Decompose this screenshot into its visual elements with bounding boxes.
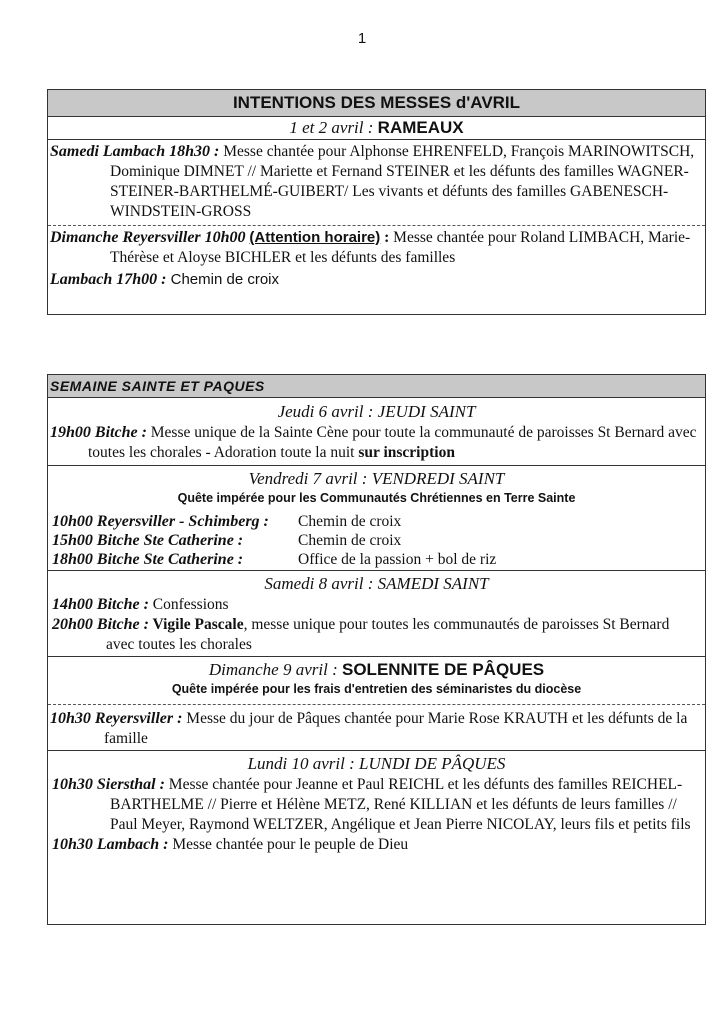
vendredi-row-3: [48, 550, 705, 571]
entry-text-bold: sur inscription: [358, 444, 455, 461]
entry-text: Chemin de croix: [166, 271, 279, 288]
entry-text: Messe chantée pour Roland LIMBACH, Marie-Thérèse et Aloyse BICHLER et les défunts des familles: [110, 229, 691, 266]
row-text: Chemin de croix: [298, 513, 402, 530]
entry-time: Samedi Lambach 18h30 :: [50, 143, 220, 160]
lundi-label: Lundi 10 avril :: [247, 754, 355, 773]
page-number: 1: [357, 30, 367, 47]
intentions-title: INTENTIONS DES MESSES d'AVRIL: [48, 90, 705, 117]
attention-horaire-note: (Attention horaire): [249, 229, 381, 246]
row-time: 10h00 Reyersviller - Schimberg :: [52, 513, 269, 530]
entry-text: Confessions: [148, 596, 229, 613]
samedi-label: Samedi 8 avril :: [264, 574, 374, 593]
entry-time: 19h00 Bitche :: [50, 424, 147, 441]
entry-time: Lambach 17h00 :: [50, 271, 167, 288]
entry-time: 14h00 Bitche :: [52, 596, 149, 613]
jeudi-label: Jeudi 6 avril :: [277, 402, 374, 421]
samedi-title: SAMEDI SAINT: [377, 574, 489, 593]
vendredi-quete: Quête impérée pour les Communautés Chrétiennes en Terre Sainte: [177, 491, 576, 505]
vendredi-row-2: [48, 531, 705, 550]
row-text: Chemin de croix: [298, 532, 402, 549]
vendredi-row-1: [48, 512, 705, 531]
samedi-header: [48, 571, 705, 595]
vendredi-title: VENDREDI SAINT: [371, 469, 505, 488]
entry-text: , messe unique pour toutes les communautés de paroisses St Bernard avec toutes les chorales: [106, 616, 670, 653]
semaine-sainte-box: [47, 374, 706, 925]
dimanche-title: SOLENNITE DE PÂQUES: [342, 660, 545, 679]
lundi-title: LUNDI DE PÂQUES: [359, 754, 506, 773]
entry-samedi-vigile: [48, 615, 705, 657]
entry-samedi-confessions: [48, 595, 705, 615]
vendredi-header: [48, 466, 705, 490]
dimanche-header: [48, 657, 705, 681]
row-time: 15h00 Bitche Ste Catherine :: [52, 532, 244, 549]
intentions-box: [47, 89, 706, 315]
row-text: Office de la passion + bol de riz: [298, 551, 497, 568]
entry-text: Messe unique de la Sainte Cène pour toute la communauté de paroisses St Bernard avec toutes les chorales - Adoration toute la nuit: [88, 424, 697, 461]
entry-samedi-lambach: [48, 140, 705, 226]
entry-time: Dimanche Reyersviller 10h00: [50, 229, 246, 246]
note-suffix: :: [380, 229, 390, 246]
entry-text: Messe chantée pour Alphonse EHRENFELD, François MARINOWITSCH, Dominique DIMNET // Mariette et Fernand STEINER et les défunts des familles WAGNER-STEINER-BARTHELMÉ-GUIBERT/ Les vivants et défunts des familles GABENESCH-WINDSTEIN-GROSS: [110, 143, 695, 220]
entry-text-bold: Vigile Pascale: [148, 616, 244, 633]
lundi-header: [48, 751, 705, 775]
vendredi-label: Vendredi 7 avril :: [248, 469, 368, 488]
entry-lundi-lambach: [48, 835, 705, 855]
entry-dimanche-reyersviller: [48, 705, 705, 751]
rameaux-day-header: [48, 117, 705, 140]
entry-time: 10h30 Lambach :: [52, 836, 169, 853]
entry-time: 10h30 Reyersviller :: [50, 710, 183, 727]
jeudi-header: [48, 398, 705, 423]
jeudi-title: JEUDI SAINT: [377, 402, 476, 421]
semaine-sainte-title: SEMAINE SAINTE ET PAQUES: [48, 375, 705, 398]
dimanche-quete: Quête impérée pour les frais d'entretien des séminaristes du diocèse: [48, 681, 705, 705]
row-time: 18h00 Bitche Ste Catherine :: [52, 551, 244, 568]
rameaux-day-title: RAMEAUX: [377, 118, 464, 137]
dimanche-label: Dimanche 9 avril :: [208, 660, 338, 679]
entry-jeudi-bitche: [48, 423, 705, 466]
entry-lundi-siersthal: [48, 775, 705, 835]
entry-time: 20h00 Bitche :: [52, 616, 149, 633]
entry-text: Messe du jour de Pâques chantée pour Marie Rose KRAUTH et les défunts de la famille: [104, 710, 688, 747]
entry-dimanche-reyersviller: [48, 226, 705, 268]
rameaux-day-label: 1 et 2 avril :: [289, 118, 374, 137]
entry-time: 10h30 Siersthal :: [52, 776, 165, 793]
entry-lambach-chemin: [48, 268, 705, 290]
entry-text: Messe chantée pour le peuple de Dieu: [168, 836, 409, 853]
entry-text: Messe chantée pour Jeanne et Paul REICHL et les défunts des familles REICHEL-BARTHELME // Pierre et Hélène METZ, René KILLIAN et les défunts de leurs familles // Paul Meyer, Raymond WELTZER, Angélique et Jean Pierre NICOLAY, leurs fils et petits fils: [110, 776, 691, 833]
